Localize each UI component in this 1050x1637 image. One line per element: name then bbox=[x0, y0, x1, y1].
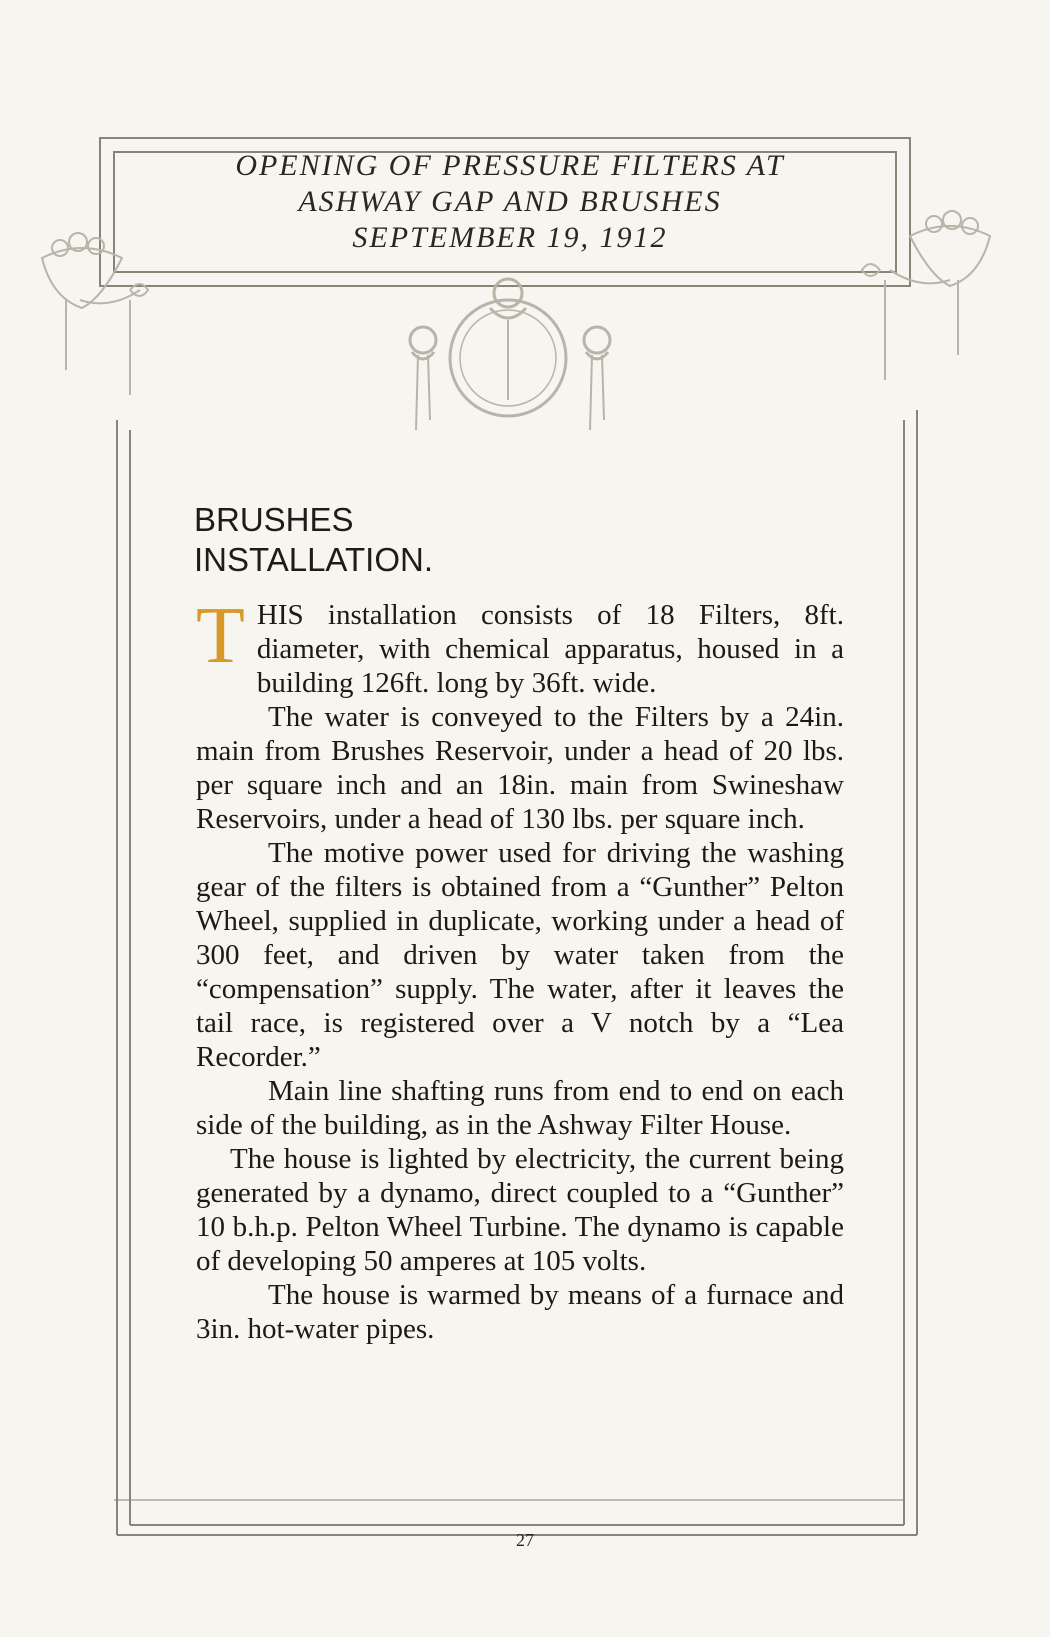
paragraph-1-text: HIS installation consists of 18 Filters, 8ft. diameter, with chemical apparatus, housed in a building 126ft. long by 36ft. wide. bbox=[256, 599, 844, 699]
paragraph-1 bbox=[196, 592, 844, 700]
header-line-2: ASHWAY GAP AND BRUSHES bbox=[298, 185, 722, 218]
section-title-line-2: INSTALLATION. bbox=[194, 541, 433, 578]
wreath-ornament bbox=[410, 279, 610, 430]
header-line-1: OPENING OF PRESSURE FILTERS AT bbox=[235, 149, 785, 182]
header-line-3: SEPTEMBER 19, 1912 bbox=[352, 221, 668, 254]
left-ornament bbox=[42, 233, 148, 395]
page-number: 27 bbox=[516, 1530, 534, 1550]
paragraph-4: Main line shafting runs from end to end on each side of the building, as in the Ashway Filter House. bbox=[196, 1075, 844, 1141]
page-header bbox=[120, 148, 900, 256]
section-title-line-1: BRUSHES bbox=[194, 501, 354, 538]
paragraph-3: The motive power used for driving the washing gear of the filters is obtained from a “Gunther” Pelton Wheel, supplied in duplicate, working under a head of 300 feet, and driven by water taken from the “compensation” supply. The water, after it leaves the tail race, is registered over a V notch by a “Lea Recorder.” bbox=[196, 837, 844, 1073]
section-title bbox=[194, 500, 433, 580]
body-text bbox=[196, 592, 844, 1346]
paragraph-2: The water is conveyed to the Filters by a 24in. main from Brushes Reservoir, under a head of 20 lbs. per square inch and an 18in. main from Swineshaw Reservoirs, under a head of 130 lbs. per square inch. bbox=[196, 701, 844, 835]
paragraph-6: The house is warmed by means of a furnace and 3in. hot-water pipes. bbox=[196, 1279, 844, 1345]
paragraph-5: The house is lighted by electricity, the current being generated by a dynamo, direct coupled to a “Gunther” 10 b.h.p. Pelton Wheel Turbine. The dynamo is capable of developing 50 amperes at 105 volts. bbox=[196, 1143, 844, 1277]
drop-cap: T bbox=[196, 592, 245, 680]
